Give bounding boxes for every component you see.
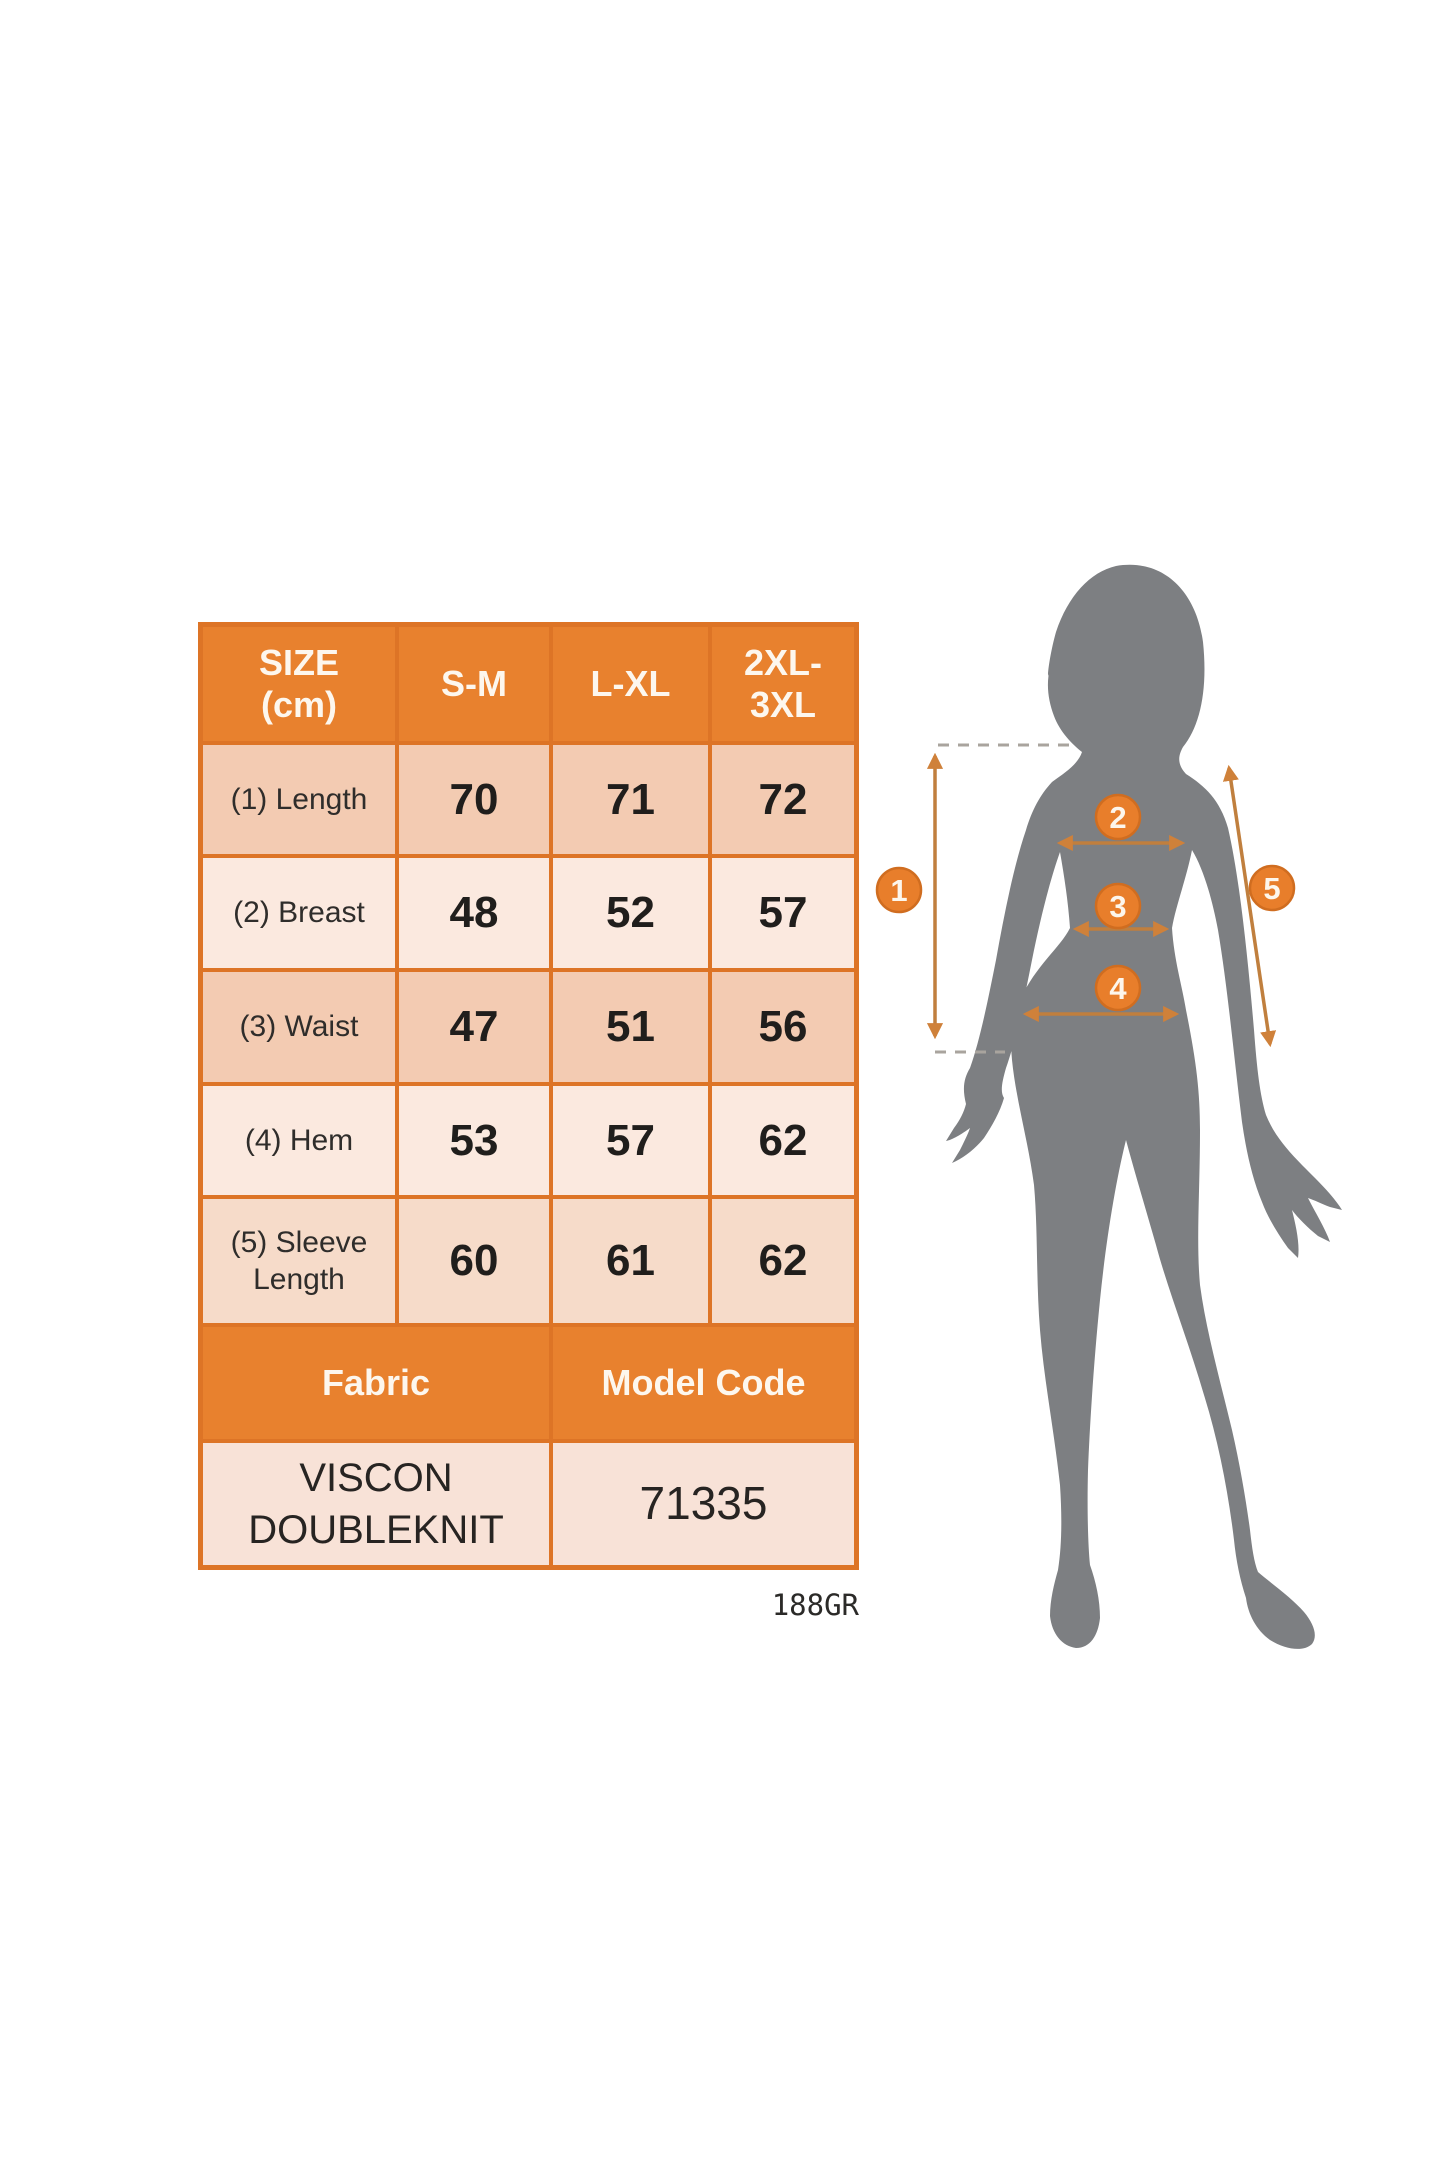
marker-3-number: 3 [1109, 889, 1127, 924]
marker-4-number: 4 [1109, 971, 1127, 1006]
header-col-s-m: S-M [399, 627, 549, 741]
row-length-lxl: 71 [553, 745, 708, 854]
marker-2-number: 2 [1109, 800, 1127, 835]
woman-silhouette [946, 565, 1342, 1649]
row-hem-lxl: 57 [553, 1086, 708, 1195]
marker-3-waist [1096, 884, 1140, 928]
measurement-diagram [870, 540, 1380, 1710]
row-sleeve-2xl3xl: 62 [712, 1199, 854, 1323]
row-waist-2xl3xl: 56 [712, 972, 854, 1082]
row-waist-sm: 47 [399, 972, 549, 1082]
header-size-line1: SIZE [258, 641, 339, 683]
model-code-value: 71335 [553, 1443, 854, 1565]
size-chart-table [198, 622, 859, 1570]
row-length-sm: 70 [399, 745, 549, 854]
row-length-2xl3xl: 72 [712, 745, 854, 854]
row-length-label: (1) Length [203, 745, 395, 854]
marker-5-number: 5 [1263, 871, 1281, 906]
row-waist-label: (3) Waist [203, 972, 395, 1082]
female-silhouette-diagram [870, 540, 1380, 1710]
row-sleeve-sm: 60 [399, 1199, 549, 1323]
model-code-header: Model Code [553, 1327, 854, 1439]
row-sleeve-lxl: 61 [553, 1199, 708, 1323]
header-col-2xl-3xl [712, 627, 854, 741]
header-col-l-xl: L-XL [553, 627, 708, 741]
marker-2-breast [1096, 795, 1140, 839]
row-hem-label: (4) Hem [203, 1086, 395, 1195]
marker-1-length [877, 868, 921, 912]
row-hem-sm: 53 [399, 1086, 549, 1195]
marker-1-number: 1 [890, 873, 908, 908]
row-hem-2xl3xl: 62 [712, 1086, 854, 1195]
row-breast-2xl3xl: 57 [712, 858, 854, 968]
fabric-header: Fabric [203, 1327, 549, 1439]
header-2xl-line1: 2XL- [743, 641, 822, 683]
header-2xl-line2: 3XL [749, 684, 817, 725]
header-size-cm [203, 627, 395, 741]
marker-5-sleeve [1250, 866, 1294, 910]
row-breast-label: (2) Breast [203, 858, 395, 968]
row-waist-lxl: 51 [553, 972, 708, 1082]
marker-4-hem [1096, 966, 1140, 1010]
header-size-line2: (cm) [260, 684, 337, 725]
row-breast-sm: 48 [399, 858, 549, 968]
row-sleeve-label: (5) Sleeve Length [203, 1199, 395, 1323]
row-breast-lxl: 52 [553, 858, 708, 968]
weight-note: 188GR [771, 1588, 859, 1622]
fabric-value: VISCON DOUBLEKNIT [203, 1443, 549, 1565]
